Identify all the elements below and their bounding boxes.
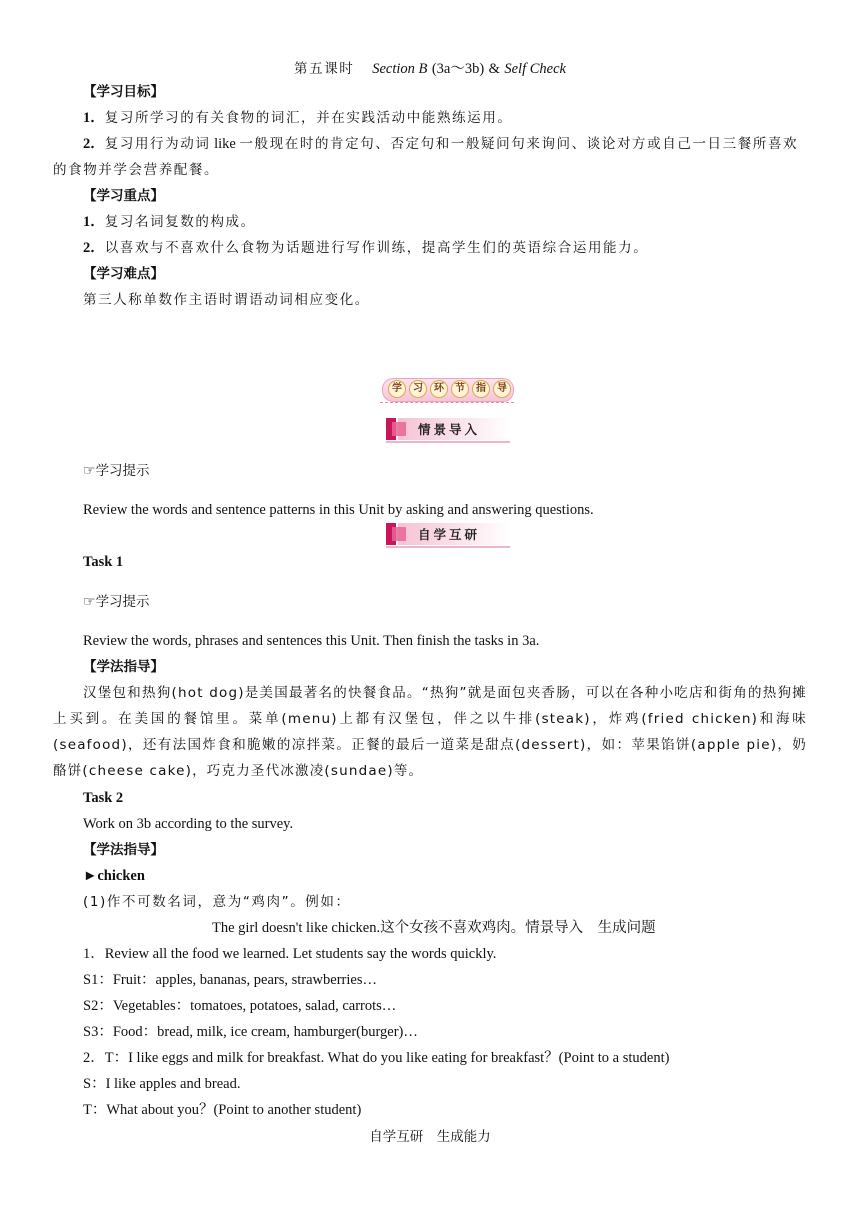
guide-char: 导: [493, 380, 511, 398]
key-points-heading: 【学习重点】: [83, 188, 164, 204]
objective-item-2-cont: 的食物并学会营养配餐。: [53, 162, 220, 178]
guide-char: 习: [409, 380, 427, 398]
chicken-note: (1)作不可数名词，意为“鸡肉”。例如：: [83, 894, 351, 910]
chicken-label: ►chicken: [83, 868, 145, 884]
chicken-example: The girl doesn't like chicken.这个女孩不喜欢鸡肉。情景导入 生成问题: [212, 920, 656, 936]
student-line-s: S：I like apples and bread.: [83, 1076, 241, 1092]
footer-label: 自学互研 生成能力: [369, 1129, 491, 1145]
pointing-hand-icon: ☞: [83, 463, 96, 479]
guide-banner-chars: [388, 380, 511, 398]
objectives-heading: 【学习目标】: [83, 84, 164, 100]
guide-char: 指: [472, 380, 490, 398]
page-title: 第五课时 Section B (3a～3b) & Self Check: [294, 61, 566, 77]
guide-char: 环: [430, 380, 448, 398]
key-point-item-1: 1．复习名词复数的构成。: [83, 214, 256, 230]
review-line-2: 2．T：I like eggs and milk for breakfast. What do you like eating for breakfast？(Point to a student): [83, 1050, 670, 1066]
intro-section-banner: 情景导入: [386, 418, 510, 442]
objective-item-1: 1．复习所学习的有关食物的词汇，并在实践活动中能熟练运用。: [83, 110, 513, 126]
review-line-1: 1．Review all the food we learned. Let students say the words quickly.: [83, 946, 497, 962]
pointing-hand-icon: ☞: [83, 594, 96, 610]
task2-label: Task 2: [83, 790, 124, 806]
objective-item-2: 2．复习用行为动词 like 一般现在时的肯定句、否定句和一般疑问句来询问、谈论对方或自己一日三餐所喜欢: [83, 136, 799, 152]
task2-text: Work on 3b according to the survey.: [83, 816, 294, 832]
guide-char: 节: [451, 380, 469, 398]
intro-text: Review the words and sentence patterns in this Unit by asking and answering questions.: [83, 502, 594, 518]
teacher-line-t: T：What about you？(Point to another student): [83, 1102, 362, 1118]
task1-text: Review the words, phrases and sentences this Unit. Then finish the tasks in 3a.: [83, 633, 540, 649]
student-line-s1: S1：Fruit：apples, bananas, pears, strawberries…: [83, 972, 377, 988]
self-study-section-banner: 自学互研: [386, 523, 510, 547]
method-heading: 【学法指导】: [83, 659, 164, 675]
guide-banner-divider: [380, 402, 514, 403]
method-heading-2: 【学法指导】: [83, 842, 164, 858]
guide-char: 学: [388, 380, 406, 398]
tip-label: ☞学习提示: [83, 463, 150, 479]
task1-label: Task 1: [83, 554, 124, 570]
difficulty-heading: 【学习难点】: [83, 266, 164, 282]
key-point-item-2: 2．以喜欢与不喜欢什么食物为话题进行写作训练，提高学生们的英语综合运用能力。: [83, 240, 649, 256]
learning-guide-banner: [382, 378, 512, 404]
difficulty-item: 第三人称单数作主语时谓语动词相应变化。: [83, 292, 370, 308]
tip-label-2: ☞学习提示: [83, 594, 150, 610]
method-paragraph: 汉堡包和热狗(hot dog)是美国最著名的快餐食品。“热狗”就是面包夹香肠，可以在各种小吃店和街角的热狗摊上买到。在美国的餐馆里。菜单(menu)上都有汉堡包，伴之以牛排(steak)，炸鸡(fried chicken)和海味(seafood)，还有法国炸食和脆嫩的凉拌菜。正餐的最后一道菜是甜点(dessert)，如：苹果馅饼(apple pie)，奶酪饼(cheese cake)，巧克力圣代冰激凌(sundae)等。: [53, 685, 807, 779]
student-line-s3: S3：Food：bread, milk, ice cream, hamburger(burger)…: [83, 1024, 418, 1040]
student-line-s2: S2：Vegetables：tomatoes, potatoes, salad, carrots…: [83, 998, 397, 1014]
